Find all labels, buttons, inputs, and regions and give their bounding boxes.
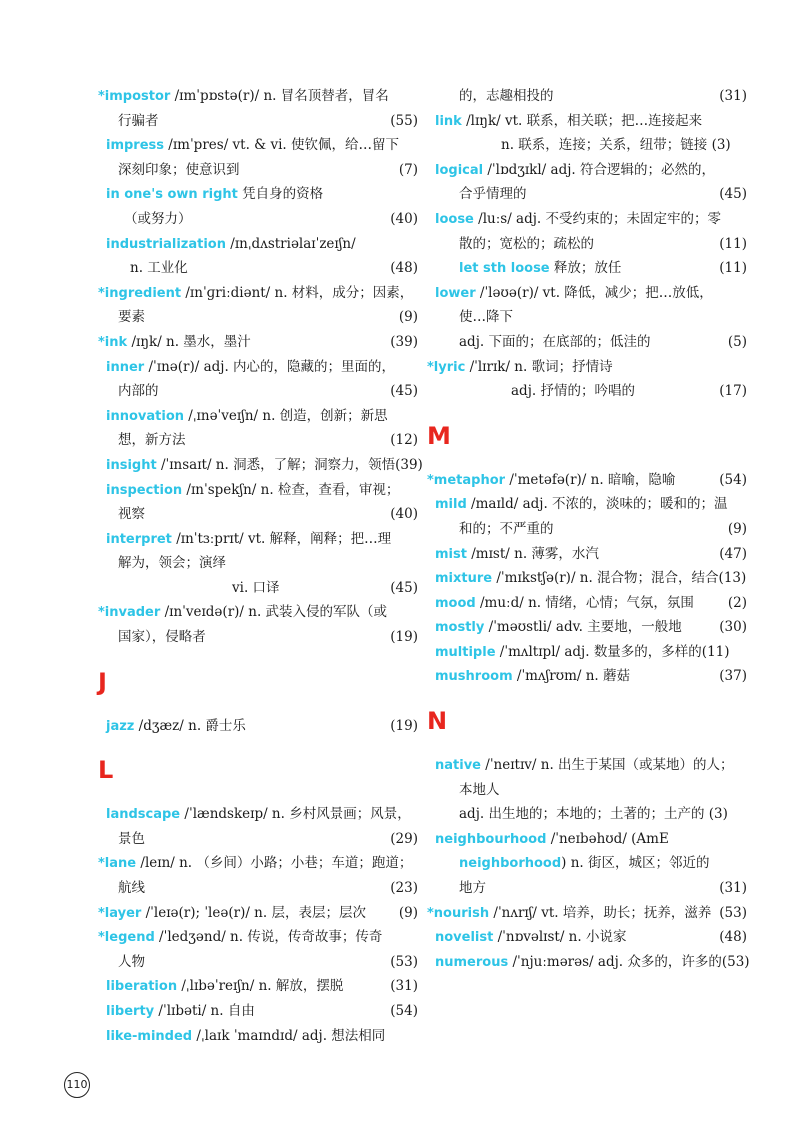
entry-line — [98, 158, 418, 183]
entry-line — [98, 527, 418, 552]
entry-text: /ɪmˈpres/ vt. & vi. 使钦佩，给…留下 — [164, 137, 400, 154]
entry-text: 想，新方法 — [118, 432, 186, 449]
headword: native — [435, 758, 481, 774]
entry-line — [427, 256, 747, 281]
headword: interpret — [106, 531, 172, 547]
entry-line — [98, 305, 418, 330]
entry-text: /ɪnˈɡriːdiənt/ n. 材料，成分；因素， — [181, 284, 414, 301]
page-reference: (19) — [390, 629, 418, 646]
entry-line — [427, 901, 747, 926]
entry-line — [427, 950, 750, 975]
section-gap — [98, 782, 418, 802]
entry-line — [98, 256, 418, 281]
page-reference: (45) — [390, 383, 418, 400]
right-column — [427, 84, 750, 974]
section-gap — [98, 650, 418, 670]
entry-text: 深刻印象；使意识到 — [118, 161, 240, 178]
entry-line — [427, 591, 747, 616]
entry-text: 航线 — [118, 880, 145, 897]
entry-text: 行骗者 — [118, 112, 159, 129]
entry-line — [427, 753, 747, 778]
headword: let sth loose — [459, 261, 550, 277]
headword: *legend — [98, 930, 155, 946]
entry-text: /muːd/ n. 情绪，心情；气氛，氛围 — [475, 594, 694, 611]
entry-text: /maɪld/ adj. 不浓的，淡味的；暖和的；温 — [466, 496, 728, 513]
page-reference: (40) — [390, 210, 418, 227]
entry-text: /ˈnjuːmərəs/ adj. 众多的，许多的(53) — [508, 953, 750, 970]
entry-text: /ˈlændskeɪp/ n. 乡村风景画；风景， — [180, 806, 411, 823]
entry-line — [98, 84, 418, 109]
entry-text: 视察 — [118, 506, 145, 523]
page-reference: (53) — [719, 904, 747, 921]
entry-text: /ˈɪnsaɪt/ n. 洞悉，了解；洞察力，领悟(39) — [156, 456, 423, 473]
entry-text: 地方 — [459, 880, 486, 897]
entry-text: /ˈneɪbəhʊd/ (AmE — [546, 830, 669, 847]
entry-line — [98, 625, 418, 650]
entry-line — [427, 109, 747, 134]
entry-text: 的，志趣相投的 — [459, 88, 554, 104]
page-reference: (29) — [390, 830, 418, 847]
page-reference: (9) — [398, 309, 418, 326]
headword: *invader — [98, 605, 161, 621]
entry-line — [427, 133, 747, 158]
headword: inner — [106, 359, 145, 375]
entry-line — [427, 664, 747, 689]
entry-line — [98, 974, 418, 999]
entry-line — [98, 182, 418, 207]
headword: like-minded — [106, 1028, 193, 1044]
page-reference: (5) — [727, 333, 747, 350]
entry-line — [98, 133, 418, 158]
entry-text: /ˌlaɪk ˈmaɪndɪd/ adj. 想法相同 — [192, 1027, 386, 1044]
entry-line — [98, 502, 418, 527]
headword: lower — [435, 285, 476, 301]
page-reference: (11) — [719, 235, 747, 252]
headword: jazz — [106, 718, 135, 734]
headword: loose — [435, 211, 474, 227]
section-letter: N — [427, 707, 448, 736]
entry-text: adj. 下面的；在底部的；低洼的 — [459, 333, 651, 350]
page-reference: (31) — [719, 88, 747, 104]
entry-text: ) n. 街区，城区；邻近的 — [561, 855, 710, 872]
headword: insight — [106, 457, 157, 473]
entry-text: 散的；宽松的；疏松的 — [459, 235, 594, 252]
entry-text: /dʒæz/ n. 爵士乐 — [134, 717, 246, 734]
headword: numerous — [435, 954, 509, 970]
section-gap — [427, 689, 747, 709]
page-reference: (12) — [390, 432, 418, 449]
entry-line — [98, 576, 418, 601]
entry-line — [427, 158, 747, 183]
entry-text: n. 联系，连接；关系，纽带；链接 (3) — [501, 137, 731, 154]
entry-text: /ˈməʊstli/ adv. 主要地，一般地 — [484, 619, 682, 636]
entry-line — [98, 453, 423, 478]
entry-text: /ˈnʌrɪʃ/ vt. 培养，助长；抚养，滋养 — [489, 904, 712, 921]
page-reference: (9) — [727, 520, 747, 537]
entry-text: /ˈmʌltɪpl/ adj. 数量多的，多样的(11) — [495, 643, 730, 660]
headword: mist — [435, 546, 467, 562]
entry-text: /ˈlɒdʒɪkl/ adj. 符合逻辑的；必然的， — [483, 161, 715, 178]
headword: mood — [435, 595, 476, 611]
entry-line — [98, 827, 418, 852]
entry-line — [427, 851, 747, 876]
headword: *ingredient — [98, 285, 182, 301]
entry-text: 景色 — [118, 830, 145, 847]
entry-text: adj. 抒情的；吟唱的 — [511, 383, 635, 400]
page-reference: (39) — [390, 333, 418, 350]
entry-text: /lɪŋk/ vt. 联系，相关联；把…连接起来 — [461, 112, 703, 129]
entry-line — [427, 778, 747, 803]
headword: multiple — [435, 644, 496, 660]
entry-line — [427, 330, 747, 355]
entry-text: /ɪŋk/ n. 墨水，墨汁 — [127, 333, 251, 350]
entry-line — [98, 1024, 418, 1049]
page-reference: (48) — [719, 929, 747, 946]
entry-line — [98, 876, 418, 901]
headword: *lane — [98, 856, 137, 872]
headword: mostly — [435, 620, 485, 636]
left-column — [98, 84, 423, 1048]
entry-line — [427, 84, 747, 109]
entry-line — [98, 404, 418, 429]
entry-line — [427, 492, 747, 517]
page-reference: (47) — [719, 545, 747, 562]
headword: neighborhood — [459, 856, 562, 872]
entry-line — [98, 950, 418, 975]
section-gap — [98, 694, 418, 714]
entry-text: n. 工业化 — [130, 260, 188, 277]
entry-text: （或努力） — [124, 210, 192, 227]
entry-line — [98, 901, 418, 926]
headword: mushroom — [435, 669, 513, 685]
entry-line — [427, 802, 747, 827]
page-reference: (48) — [390, 260, 418, 277]
page-reference: (40) — [390, 506, 418, 523]
entry-text: /ˈlɪbəti/ n. 自由 — [154, 1003, 255, 1019]
entry-text: /ˌɪnəˈveɪʃn/ n. 创造，创新；新思 — [184, 407, 388, 424]
entry-text: /ɪnˈtɜːprɪt/ vt. 解释，阐释；把…理 — [171, 530, 392, 547]
entry-line — [98, 478, 418, 503]
entry-line — [427, 566, 747, 591]
page-reference: (19) — [390, 717, 418, 734]
entry-text: /ˈnɒvəlɪst/ n. 小说家 — [493, 929, 627, 946]
page-reference: (7) — [398, 161, 418, 178]
entry-text: /ˌlɪbəˈreɪʃn/ n. 解放，摆脱 — [177, 978, 344, 995]
headword: *layer — [98, 905, 142, 921]
entry-text: 国家），侵略者 — [118, 629, 206, 646]
entry-line — [98, 355, 418, 380]
headword: liberation — [106, 979, 178, 995]
entry-text: /ˈledʒənd/ n. 传说，传奇故事；传奇 — [154, 929, 383, 946]
section-letter: J — [98, 667, 107, 696]
entry-line — [427, 925, 747, 950]
entry-text: /ɪmˈpɒstə(r)/ n. 冒名顶替者，冒名 — [170, 88, 389, 104]
entry-line — [427, 615, 747, 640]
section-gap — [427, 733, 747, 753]
page-reference: (37) — [719, 668, 747, 685]
headword: *lyric — [427, 359, 466, 375]
headword: mixture — [435, 571, 493, 587]
entry-line — [427, 379, 747, 404]
headword: industrialization — [106, 236, 226, 252]
entry-text: /ˈɪnə(r)/ adj. 内心的，隐藏的；里面的， — [144, 358, 396, 375]
entry-text: 释放；放任 — [549, 260, 622, 277]
section-gap — [427, 404, 747, 424]
headword: neighbourhood — [435, 831, 547, 847]
headword: link — [435, 113, 462, 129]
entry-line — [98, 551, 418, 576]
entry-line — [427, 542, 747, 567]
entry-line — [427, 355, 747, 380]
entry-text: 使…降下 — [459, 309, 513, 326]
page-reference: (17) — [719, 383, 747, 400]
entry-text: 合乎情理的 — [459, 186, 527, 203]
headword: *impostor — [98, 89, 171, 104]
entry-text: /ɪnˈspekʃn/ n. 检查，查看，审视； — [182, 481, 400, 498]
entry-text: vi. 口译 — [232, 579, 280, 596]
entry-text: 本地人 — [459, 781, 500, 798]
section-gap — [427, 448, 747, 468]
entry-text: /mɪst/ n. 薄雾，水汽 — [466, 545, 599, 562]
entry-text: adj. 出生地的；本地的；土著的；土产的 (3) — [459, 806, 728, 823]
entry-line — [427, 305, 747, 330]
headword: *metaphor — [427, 472, 506, 488]
entry-text: /ˈneɪtɪv/ n. 出生于某国（或某地）的人； — [481, 757, 734, 774]
entry-text: 凭自身的资格 — [237, 186, 324, 203]
entry-text: /ɪnˌdʌstriəlaɪˈzeɪʃn/ — [225, 235, 356, 252]
entry-line — [427, 232, 747, 257]
headword: logical — [435, 162, 484, 178]
entry-line — [427, 182, 747, 207]
headword: *nourish — [427, 905, 490, 921]
entry-text: /leɪn/ n. （乡间）小路；小巷；车道；跑道； — [136, 855, 413, 872]
entry-line — [98, 802, 418, 827]
page-reference: (23) — [390, 880, 418, 897]
page-reference: (45) — [719, 186, 747, 203]
page-reference: (30) — [719, 619, 747, 636]
section-gap — [98, 738, 418, 758]
headword: impress — [106, 138, 165, 154]
page-reference: (53) — [390, 953, 418, 970]
entry-line — [98, 714, 418, 739]
page-reference: (2) — [727, 594, 747, 611]
entry-line — [98, 330, 418, 355]
page-number: 110 — [64, 1072, 90, 1098]
entry-line — [427, 876, 747, 901]
headword: mild — [435, 497, 467, 513]
entry-text: /ˈmetəfə(r)/ n. 暗喻，隐喻 — [505, 471, 676, 488]
entry-text: /luːs/ adj. 不受约束的；未固定牢的；零 — [473, 210, 722, 227]
headword: inspection — [106, 482, 183, 498]
entry-text: /ˈleɪə(r); ˈleə(r)/ n. 层，表层；层次 — [141, 904, 366, 921]
entry-text: 内部的 — [118, 383, 159, 400]
page-reference: (55) — [390, 112, 418, 129]
headword: landscape — [106, 807, 181, 823]
entry-line — [98, 109, 418, 134]
entry-line — [98, 428, 418, 453]
entry-line — [98, 999, 418, 1024]
headword: in one's own right — [106, 187, 238, 203]
page-reference: (54) — [390, 1003, 418, 1019]
entry-line — [98, 207, 418, 232]
entry-text: /ˈmʌʃrʊm/ n. 蘑菇 — [512, 668, 631, 685]
section-letter: L — [98, 756, 114, 785]
page-reference: (11) — [719, 260, 747, 277]
entry-line — [427, 281, 747, 306]
entry-line — [427, 207, 747, 232]
entry-text: 解为，领会；演绎 — [118, 555, 226, 572]
entry-line — [98, 232, 418, 257]
entry-line — [427, 640, 747, 665]
entry-text: 人物 — [118, 953, 145, 970]
section-letter: M — [427, 421, 451, 450]
headword: novelist — [435, 930, 494, 946]
page-reference: (9) — [398, 904, 418, 921]
entry-text: /ˈlɪrɪk/ n. 歌词；抒情诗 — [465, 358, 613, 375]
entry-text: /ˈləʊə(r)/ vt. 降低，减少；把…放低， — [475, 284, 713, 301]
headword: innovation — [106, 408, 184, 424]
headword: liberty — [106, 1004, 155, 1019]
entry-line — [98, 851, 418, 876]
entry-text: 要素 — [118, 309, 145, 326]
page-reference: (45) — [390, 579, 418, 596]
entry-line — [98, 379, 418, 404]
headword: *ink — [98, 334, 128, 350]
entry-line — [427, 517, 747, 542]
entry-line — [98, 281, 418, 306]
entry-text: /ˈmɪkstʃə(r)/ n. 混合物；混合，结合(13) — [492, 570, 747, 587]
entry-text: 和的；不严重的 — [459, 520, 554, 537]
page-reference: (31) — [719, 880, 747, 897]
entry-text: /ɪnˈveɪdə(r)/ n. 武装入侵的军队（或 — [160, 604, 388, 621]
entry-line — [98, 925, 418, 950]
page-reference: (54) — [719, 471, 747, 488]
entry-line — [427, 468, 747, 493]
entry-line — [98, 600, 418, 625]
entry-line — [427, 827, 747, 852]
page-reference: (31) — [390, 978, 418, 995]
